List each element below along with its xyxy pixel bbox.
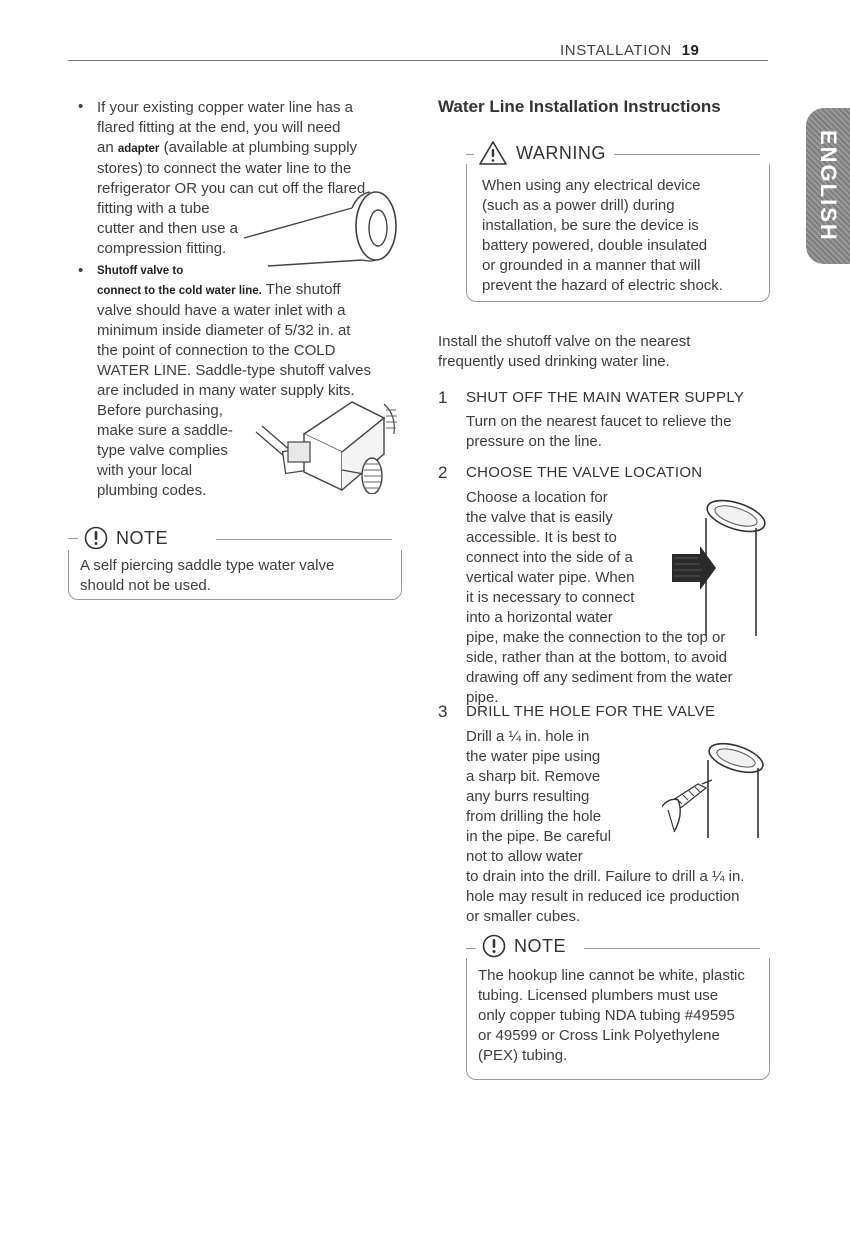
warning-label: WARNING bbox=[516, 142, 606, 163]
intro-text bbox=[438, 332, 768, 372]
text-line: or grounded in a manner that will bbox=[482, 257, 701, 274]
text-line: into a horizontal water bbox=[466, 609, 613, 626]
text-line: only copper tubing NDA tubing #49595 bbox=[478, 1007, 735, 1024]
text-line: cutter and then use a bbox=[97, 220, 238, 237]
warning-header-rule bbox=[614, 154, 760, 155]
text-line: When using any electrical device bbox=[482, 177, 701, 194]
text-line: (such as a power drill) during bbox=[482, 197, 675, 214]
text-span: (available at plumbing supply bbox=[159, 139, 358, 156]
text-line: or 49599 or Cross Link Polyethylene bbox=[478, 1027, 720, 1044]
note-header-rule-left bbox=[68, 538, 78, 539]
text-line: flared fitting at the end, you will need bbox=[97, 119, 341, 136]
text-line: valve should have a water inlet with a bbox=[97, 302, 346, 319]
text-line: Install the shutoff valve on the nearest bbox=[438, 333, 691, 350]
text-line: the valve that is easily bbox=[466, 509, 613, 526]
text-line: a sharp bit. Remove bbox=[466, 768, 601, 785]
drill-pipe-illustration bbox=[662, 738, 768, 842]
text-line: Choose a location for bbox=[466, 489, 608, 506]
text-line: are included in many water supply kits. bbox=[97, 382, 355, 399]
text-line: or smaller cubes. bbox=[466, 908, 581, 925]
text-line: not to allow water bbox=[466, 848, 583, 865]
step-title: DRILL THE HOLE FOR THE VALVE bbox=[466, 703, 716, 720]
text-line: If your existing copper water line has a bbox=[97, 99, 353, 116]
text-line: vertical water pipe. When bbox=[466, 569, 635, 586]
text-line: pressure on the line. bbox=[466, 433, 602, 450]
text-line: plumbing codes. bbox=[97, 482, 207, 499]
warning-header-rule-left bbox=[466, 154, 474, 155]
text-line bbox=[97, 280, 397, 301]
text-line: installation, be sure the device is bbox=[482, 217, 699, 234]
text-line: any burrs resulting bbox=[466, 788, 590, 805]
note-header bbox=[478, 934, 574, 958]
note-left-text bbox=[80, 556, 395, 596]
text-span: The shutoff bbox=[261, 281, 341, 298]
text-line: pipe. bbox=[466, 689, 499, 706]
warning-triangle-icon bbox=[478, 140, 508, 166]
warning-header bbox=[474, 140, 614, 166]
header-rule bbox=[68, 60, 768, 61]
text-line: side, rather than at the bottom, to avoid bbox=[466, 649, 727, 666]
bullet-dot: • bbox=[78, 262, 84, 279]
text-line: fitting with a tube bbox=[97, 200, 210, 217]
text-line: stores) to connect the water line to the bbox=[97, 160, 352, 177]
text-line: in the pipe. Be careful bbox=[466, 828, 612, 845]
text-line: minimum inside diameter of 5/32 in. at bbox=[97, 322, 351, 339]
bold-term-adapter: adapter bbox=[117, 143, 160, 155]
saddle-valve-illustration bbox=[244, 394, 400, 494]
page-header bbox=[560, 42, 760, 59]
note-header bbox=[80, 526, 176, 550]
note-header-rule-left bbox=[466, 948, 476, 949]
text-line: refrigerator OR you can cut off the flared bbox=[97, 180, 366, 197]
text-line: (PEX) tubing. bbox=[478, 1047, 568, 1064]
step-number: 2 bbox=[438, 463, 448, 482]
step-title: CHOOSE THE VALVE LOCATION bbox=[466, 464, 703, 481]
text-line: the water pipe using bbox=[466, 748, 601, 765]
text-line: A self piercing saddle type water valve bbox=[80, 557, 335, 574]
text-line: prevent the hazard of electric shock. bbox=[482, 277, 723, 294]
step-number: 1 bbox=[438, 388, 448, 407]
note-exclamation-icon bbox=[84, 526, 108, 550]
text-line: with your local bbox=[97, 462, 193, 479]
text-line: Before purchasing, bbox=[97, 402, 223, 419]
note-right-text bbox=[478, 966, 766, 1066]
vertical-pipe-illustration bbox=[660, 494, 770, 640]
text-line: hole may result in reduced ice production bbox=[466, 888, 740, 905]
text-line: The hookup line cannot be white, plastic bbox=[478, 967, 745, 984]
note-header-rule bbox=[216, 539, 392, 540]
text-line: frequently used drinking water line. bbox=[438, 353, 670, 370]
text-line: battery powered, double insulated bbox=[482, 237, 708, 254]
instructions-title: Water Line Installation Instructions bbox=[438, 97, 721, 116]
text-line: the point of connection to the COLD bbox=[97, 342, 336, 359]
text-line: drawing off any sediment from the water bbox=[466, 669, 733, 686]
step-title: SHUT OFF THE MAIN WATER SUPPLY bbox=[466, 389, 745, 406]
text-line: accessible. It is best to bbox=[466, 529, 617, 546]
text-line: it is necessary to connect bbox=[466, 589, 635, 606]
text-line: pipe, make the connection to the top or bbox=[466, 629, 726, 646]
step-number: 3 bbox=[438, 702, 448, 721]
bullet-dot: • bbox=[78, 98, 84, 115]
note-label: NOTE bbox=[514, 935, 567, 956]
text-line: make sure a saddle- bbox=[97, 422, 233, 439]
text-line: from drilling the hole bbox=[466, 808, 602, 825]
text-line: to drain into the drill. Failure to drill a ¼ in. bbox=[466, 868, 745, 885]
text-line: connect into the side of a bbox=[466, 549, 633, 566]
text-line: Turn on the nearest faucet to relieve the bbox=[466, 413, 732, 430]
text-line: type valve complies bbox=[97, 442, 228, 459]
bold-term-cold-line: connect to the cold water line. bbox=[97, 285, 262, 297]
text-line bbox=[97, 138, 397, 159]
text-line: Drill a ¼ in. hole in bbox=[466, 728, 590, 745]
text-line: WATER LINE. Saddle-type shutoff valves bbox=[97, 362, 372, 379]
text-line: tubing. Licensed plumbers must use bbox=[478, 987, 719, 1004]
text-span: an bbox=[97, 139, 118, 156]
note-label: NOTE bbox=[116, 527, 169, 548]
note-header-rule bbox=[584, 948, 760, 949]
step-1-text bbox=[466, 412, 766, 452]
note-exclamation-icon bbox=[482, 934, 506, 958]
page-number: 19 bbox=[681, 42, 700, 59]
warning-text bbox=[482, 176, 767, 296]
flared-fitting-illustration bbox=[240, 188, 400, 272]
bold-term-shutoff: Shutoff valve to bbox=[97, 265, 184, 277]
section-title: INSTALLATION bbox=[560, 42, 672, 59]
language-tab-label bbox=[806, 108, 850, 264]
text-line: should not be used. bbox=[80, 577, 211, 594]
language-label: ENGLISH bbox=[816, 130, 841, 242]
text-line: compression fitting. bbox=[97, 240, 227, 257]
